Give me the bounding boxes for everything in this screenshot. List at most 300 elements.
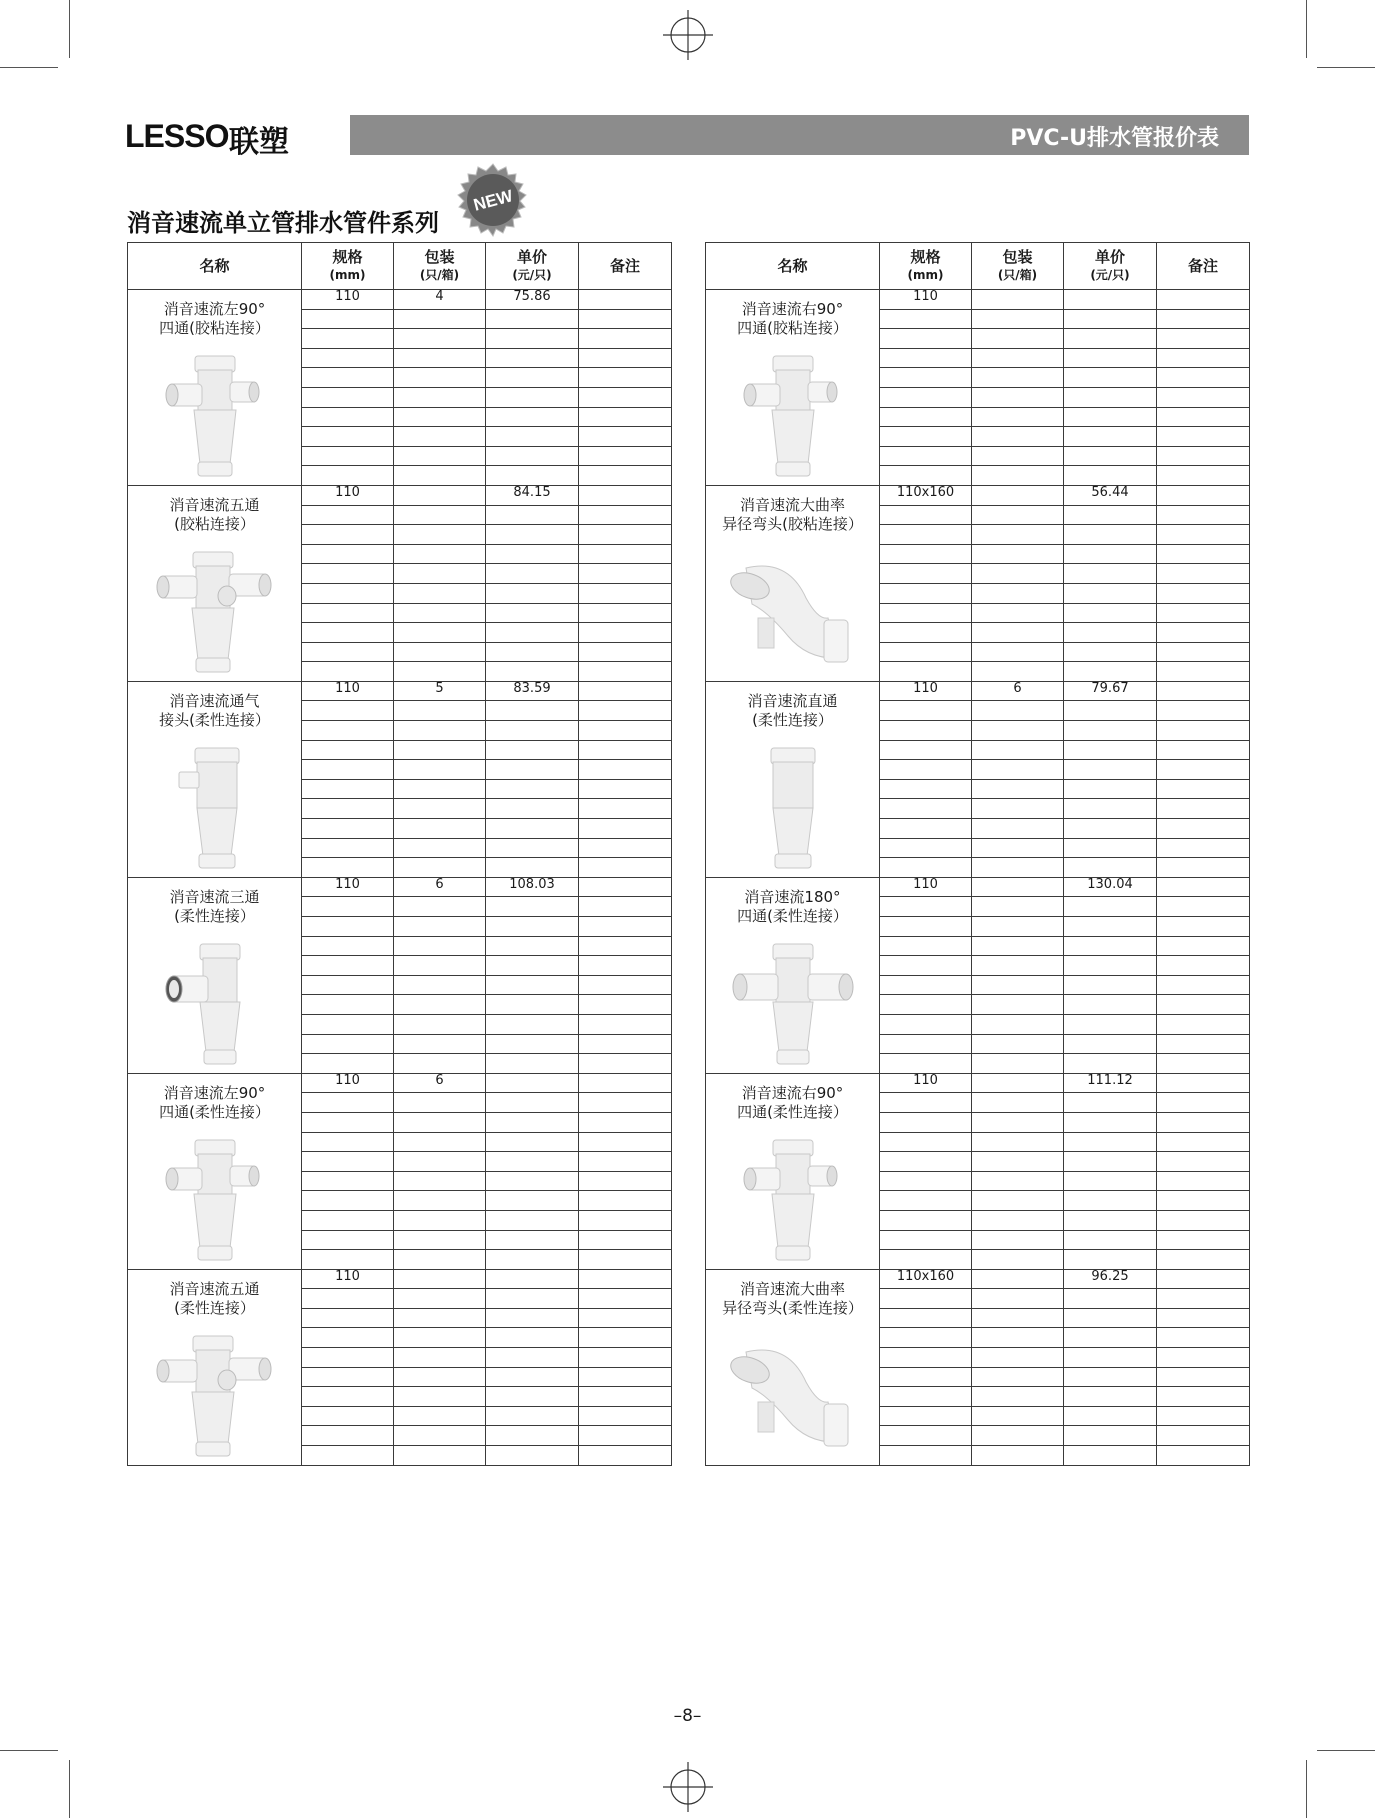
cell-note (579, 564, 672, 584)
cell-note (1157, 819, 1250, 839)
cell-pack (972, 1112, 1064, 1132)
cell-price (1064, 427, 1157, 447)
cell-pack (394, 662, 486, 682)
cell-note (1157, 446, 1250, 466)
cell-pack (394, 1426, 486, 1446)
cell-price (1064, 290, 1157, 310)
col-note-header: 备注 (579, 243, 672, 290)
cell-price: 75.86 (486, 290, 579, 310)
cell-pack (394, 799, 486, 819)
table-row (128, 485, 672, 505)
cell-pack (394, 858, 486, 878)
cell-spec (880, 1152, 972, 1172)
cell-pack (394, 564, 486, 584)
cell-pack (394, 446, 486, 466)
cell-price (486, 544, 579, 564)
cell-note (579, 760, 672, 780)
cell-pack (394, 427, 486, 447)
col-price-header: 单价 (元/只) (486, 243, 579, 290)
cell-note (579, 583, 672, 603)
cell-price (1064, 1152, 1157, 1172)
cell-pack (972, 799, 1064, 819)
cell-spec (302, 917, 394, 937)
cell-note (579, 1348, 672, 1368)
cell-pack (972, 1191, 1064, 1211)
cell-spec (302, 1034, 394, 1054)
cell-note (1157, 642, 1250, 662)
cell-price (486, 1308, 579, 1328)
cell-note (1157, 466, 1250, 486)
cell-pack (394, 779, 486, 799)
cell-note (579, 1406, 672, 1426)
cell-note (1157, 525, 1250, 545)
cell-pack (972, 1348, 1064, 1368)
cell-price (1064, 603, 1157, 623)
new-badge-text: NEW (471, 186, 515, 215)
cell-note (579, 1367, 672, 1387)
product-cell (706, 1073, 880, 1269)
cell-pack (394, 1210, 486, 1230)
cell-price (1064, 446, 1157, 466)
cell-note (579, 1093, 672, 1113)
cell-pack (972, 290, 1064, 310)
cell-price (486, 427, 579, 447)
cell-price (1064, 779, 1157, 799)
product-cell (706, 290, 880, 486)
cell-note (1157, 1446, 1250, 1466)
cell-price (1064, 407, 1157, 427)
cell-spec (302, 1093, 394, 1113)
cell-note (1157, 1132, 1250, 1152)
cell-note (1157, 564, 1250, 584)
cell-pack (394, 1348, 486, 1368)
tee-icon (128, 940, 301, 1070)
cell-price: 84.15 (486, 485, 579, 505)
cell-spec (302, 858, 394, 878)
cell-pack (394, 1132, 486, 1152)
cell-price (486, 838, 579, 858)
cell-price (1064, 1426, 1157, 1446)
crop-mark (0, 67, 58, 68)
four-way-tee-icon (128, 352, 301, 482)
cell-pack (394, 1250, 486, 1270)
cell-note (579, 1250, 672, 1270)
cell-spec (302, 1152, 394, 1172)
cell-price (486, 917, 579, 937)
col-spec-header: 规格 (mm) (302, 243, 394, 290)
cell-spec (302, 740, 394, 760)
cell-spec (302, 387, 394, 407)
cell-price (486, 1230, 579, 1250)
cell-note (579, 740, 672, 760)
cell-price (486, 1014, 579, 1034)
cell-pack (394, 1152, 486, 1172)
four-way-tee-icon (706, 352, 879, 482)
cell-spec (302, 975, 394, 995)
crop-mark (69, 1760, 70, 1818)
cell-pack (972, 544, 1064, 564)
product-cell (706, 485, 880, 681)
cell-note (1157, 603, 1250, 623)
product-cell (706, 1269, 880, 1465)
cell-price (1064, 701, 1157, 721)
cell-spec (880, 348, 972, 368)
cell-note (1157, 623, 1250, 643)
product-cell (128, 681, 302, 877)
cell-spec (880, 975, 972, 995)
cell-price: 130.04 (1064, 877, 1157, 897)
cell-pack (394, 701, 486, 721)
cell-spec (302, 1112, 394, 1132)
cell-spec (302, 1210, 394, 1230)
cell-pack (394, 956, 486, 976)
cell-pack (972, 387, 1064, 407)
product-cell (128, 1269, 302, 1465)
cell-spec (880, 1250, 972, 1270)
cell-spec (880, 1426, 972, 1446)
cell-note (1157, 427, 1250, 447)
cell-pack (394, 1387, 486, 1407)
cell-pack (394, 642, 486, 662)
cell-spec: 110 (880, 290, 972, 310)
cell-note (579, 1152, 672, 1172)
cell-price (1064, 740, 1157, 760)
cell-spec (302, 1132, 394, 1152)
cell-pack (972, 642, 1064, 662)
table-row (706, 1073, 1250, 1093)
cell-spec (880, 309, 972, 329)
cell-pack (972, 838, 1064, 858)
cell-spec (880, 603, 972, 623)
cell-note (579, 779, 672, 799)
cell-note (579, 701, 672, 721)
cell-spec (302, 368, 394, 388)
cell-note (1157, 1308, 1250, 1328)
cell-note (1157, 1250, 1250, 1270)
cell-pack (972, 1269, 1064, 1289)
cell-pack (972, 740, 1064, 760)
cell-note (1157, 1269, 1250, 1289)
cell-spec (302, 1014, 394, 1034)
cell-pack (972, 975, 1064, 995)
cell-pack (394, 1014, 486, 1034)
cell-note (1157, 407, 1250, 427)
cell-price (1064, 936, 1157, 956)
product-name: 消音速流三通 (柔性连接） (169, 887, 260, 925)
page-title: PVC-U排水管报价表 (1010, 126, 1219, 151)
cell-note (579, 877, 672, 897)
cell-price (486, 760, 579, 780)
cell-pack (394, 1191, 486, 1211)
cell-price (1064, 1034, 1157, 1054)
cell-spec (880, 1191, 972, 1211)
cell-note (579, 427, 672, 447)
cell-pack (972, 1446, 1064, 1466)
cell-price (486, 1387, 579, 1407)
cell-spec (302, 1367, 394, 1387)
cell-price (486, 721, 579, 741)
cell-spec (302, 838, 394, 858)
cell-spec (302, 1328, 394, 1348)
cell-price (486, 1367, 579, 1387)
cell-note (1157, 583, 1250, 603)
cell-pack (972, 1367, 1064, 1387)
cell-spec (302, 1289, 394, 1309)
cell-pack (972, 1014, 1064, 1034)
cell-note (1157, 485, 1250, 505)
cell-note (579, 329, 672, 349)
cell-note (579, 1289, 672, 1309)
cell-price (486, 1210, 579, 1230)
brand-logo: LESSO (125, 118, 229, 154)
cell-pack: 5 (394, 681, 486, 701)
cell-price (1064, 348, 1157, 368)
cell-note (579, 1269, 672, 1289)
cell-price (1064, 1093, 1157, 1113)
cell-spec (302, 956, 394, 976)
cell-spec (880, 564, 972, 584)
cell-price (1064, 819, 1157, 839)
cell-spec (880, 1308, 972, 1328)
cell-spec (302, 544, 394, 564)
table-row (706, 290, 1250, 310)
crop-mark (1317, 1750, 1375, 1751)
cell-note (579, 1328, 672, 1348)
cell-spec (880, 525, 972, 545)
cell-spec (302, 1308, 394, 1328)
table-row (128, 1073, 672, 1093)
cell-spec (302, 936, 394, 956)
cell-note (1157, 1230, 1250, 1250)
table-row (706, 877, 1250, 897)
cell-note (1157, 1093, 1250, 1113)
cell-spec (302, 1446, 394, 1466)
cell-pack (394, 897, 486, 917)
cell-spec (880, 446, 972, 466)
cell-pack (972, 1387, 1064, 1407)
cell-spec (880, 407, 972, 427)
cell-note (579, 897, 672, 917)
product-name: 消音速流五通 (胶粘连接） (169, 495, 260, 533)
cell-price (486, 329, 579, 349)
cell-price (1064, 1446, 1157, 1466)
cell-price (486, 1426, 579, 1446)
cell-spec (880, 995, 972, 1015)
cell-spec (880, 1210, 972, 1230)
cell-price (1064, 1112, 1157, 1132)
cell-note (1157, 779, 1250, 799)
cell-price (486, 1112, 579, 1132)
cell-pack (972, 348, 1064, 368)
cell-price (1064, 917, 1157, 937)
cell-spec (880, 505, 972, 525)
header-banner (350, 115, 1249, 155)
cell-price (486, 1132, 579, 1152)
cell-note (579, 1308, 672, 1328)
cell-price (1064, 1289, 1157, 1309)
cell-pack (394, 466, 486, 486)
cell-price (1064, 1250, 1157, 1270)
cell-note (579, 995, 672, 1015)
cell-pack (972, 446, 1064, 466)
cell-note (579, 466, 672, 486)
cell-pack (972, 917, 1064, 937)
cell-spec (302, 623, 394, 643)
cell-note (579, 603, 672, 623)
cell-note (579, 642, 672, 662)
cell-note (579, 368, 672, 388)
cell-pack (972, 583, 1064, 603)
cell-spec (302, 583, 394, 603)
cell-spec (302, 505, 394, 525)
cell-spec (880, 1132, 972, 1152)
cell-note (1157, 701, 1250, 721)
cell-spec (880, 1034, 972, 1054)
cell-note (579, 681, 672, 701)
straight-coupling-icon (706, 744, 879, 874)
cell-pack (972, 1132, 1064, 1152)
cell-note (579, 1014, 672, 1034)
cell-price (486, 956, 579, 976)
cell-price: 83.59 (486, 681, 579, 701)
cell-pack (972, 1406, 1064, 1426)
cell-pack (972, 1308, 1064, 1328)
cell-pack (394, 760, 486, 780)
cell-pack (394, 505, 486, 525)
cell-spec (302, 1426, 394, 1446)
cell-note (1157, 760, 1250, 780)
cell-pack (972, 1210, 1064, 1230)
cell-note (579, 819, 672, 839)
cell-spec (880, 427, 972, 447)
cell-pack (394, 1112, 486, 1132)
cell-price (1064, 1210, 1157, 1230)
cell-spec (880, 819, 972, 839)
cell-price (486, 995, 579, 1015)
cell-note (579, 1073, 672, 1093)
cell-note (579, 1132, 672, 1152)
cell-pack (972, 505, 1064, 525)
cell-spec: 110x160 (880, 1269, 972, 1289)
cell-spec (880, 1348, 972, 1368)
cell-note (579, 446, 672, 466)
cell-pack (394, 1446, 486, 1466)
cell-note (1157, 956, 1250, 976)
product-cell (706, 681, 880, 877)
cell-spec (880, 956, 972, 976)
cell-price (486, 936, 579, 956)
cell-price (1064, 1348, 1157, 1368)
cell-price (1064, 387, 1157, 407)
table-row (706, 1269, 1250, 1289)
cell-pack (972, 623, 1064, 643)
cell-spec (302, 1387, 394, 1407)
cell-spec (880, 623, 972, 643)
cell-price (486, 642, 579, 662)
cell-note (1157, 936, 1250, 956)
cell-price (1064, 956, 1157, 976)
cell-note (1157, 387, 1250, 407)
cell-price: 108.03 (486, 877, 579, 897)
cell-note (579, 721, 672, 741)
cell-spec (302, 662, 394, 682)
product-name: 消音速流右90° 四通(胶粘连接） (737, 300, 848, 337)
cell-pack (394, 936, 486, 956)
cell-price (486, 368, 579, 388)
cell-price: 79.67 (1064, 681, 1157, 701)
cell-price (1064, 583, 1157, 603)
col-note-header: 备注 (1157, 243, 1250, 290)
table-row (128, 1269, 672, 1289)
cell-pack (972, 877, 1064, 897)
cell-pack (972, 1289, 1064, 1309)
cell-spec (880, 662, 972, 682)
cell-pack (972, 662, 1064, 682)
cell-pack (972, 1034, 1064, 1054)
cell-note (579, 525, 672, 545)
cell-price (486, 603, 579, 623)
cell-note (1157, 1191, 1250, 1211)
cell-price (486, 740, 579, 760)
cell-spec (302, 897, 394, 917)
cell-pack (394, 1289, 486, 1309)
cell-pack (394, 368, 486, 388)
cell-note (579, 858, 672, 878)
cell-spec (880, 466, 972, 486)
cell-spec: 110 (880, 681, 972, 701)
reducing-elbow-icon (706, 1332, 879, 1452)
cell-price (486, 525, 579, 545)
cell-pack (972, 1073, 1064, 1093)
cell-price (486, 1034, 579, 1054)
cell-note (579, 838, 672, 858)
crop-mark (1317, 67, 1375, 68)
cell-pack (972, 936, 1064, 956)
cell-spec (302, 1054, 394, 1074)
cell-pack (972, 897, 1064, 917)
cell-spec (880, 1054, 972, 1074)
product-name: 消音速流五通 (柔性连接） (169, 1279, 260, 1317)
cell-pack (972, 1152, 1064, 1172)
cell-price (486, 1406, 579, 1426)
cell-spec (880, 740, 972, 760)
cell-pack (972, 525, 1064, 545)
cell-spec (880, 799, 972, 819)
cell-note (579, 1191, 672, 1211)
cell-price (486, 975, 579, 995)
cell-spec (302, 407, 394, 427)
cell-pack (972, 427, 1064, 447)
cell-spec (880, 1014, 972, 1034)
cell-price (1064, 1230, 1157, 1250)
cell-note (1157, 1152, 1250, 1172)
cell-spec (302, 701, 394, 721)
cell-note (1157, 838, 1250, 858)
cell-pack (394, 544, 486, 564)
cell-note (579, 1210, 672, 1230)
cell-pack: 6 (394, 1073, 486, 1093)
cell-price (1064, 505, 1157, 525)
table-row (128, 877, 672, 897)
product-cell (128, 485, 302, 681)
cell-spec: 110 (880, 1073, 972, 1093)
cell-pack (394, 348, 486, 368)
cell-spec (880, 368, 972, 388)
cell-price (1064, 1328, 1157, 1348)
cell-spec (880, 936, 972, 956)
col-price-header: 单价 (元/只) (1064, 243, 1157, 290)
cell-pack (394, 1230, 486, 1250)
